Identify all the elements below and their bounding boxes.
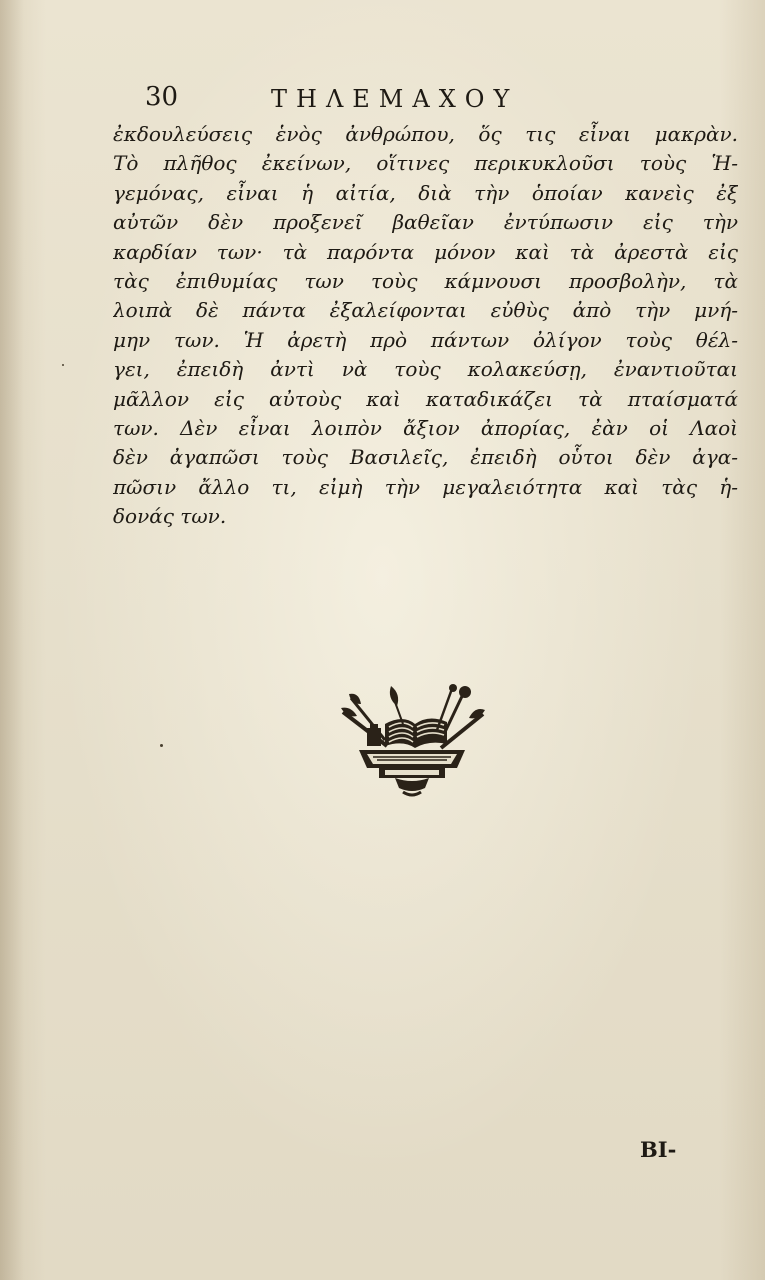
text-line: Τὸ πλῆθος ἐκείνων, οἵτινες περικυκλοῦσι τοὺς Ἡ-: [113, 151, 738, 176]
text-line: γει, ἐπειδὴ ἀντὶ νὰ τοὺς κολακεύσῃ, ἐναντιοῦται: [113, 357, 738, 382]
catchword: ΒΙ-: [640, 1137, 677, 1162]
ink-speck: [160, 744, 163, 747]
gutter-shadow: [0, 0, 24, 1280]
text-line: λοιπὰ δὲ πάντα ἐξαλείφονται εὐθὺς ἀπὸ τὴν μνή-: [113, 298, 738, 323]
text-line: αὐτῶν δὲν προξενεῖ βαθεῖαν ἐντύπωσιν εἰς τὴν: [113, 210, 738, 235]
text-line: πῶσιν ἄλλο τι, εἰμὴ τὴν μεγαλειότητα καὶ τὰς ἡ-: [113, 474, 738, 499]
running-title: ΤΗΛΕΜΑΧΟΥ: [271, 85, 519, 113]
ink-speck: [62, 364, 64, 366]
text-line: καρδίαν των· τὰ παρόντα μόνον καὶ τὰ ἀρεστὰ εἰς: [113, 239, 738, 264]
text-line: γεμόνας, εἶναι ἡ αἰτία, διὰ τὴν ὁποίαν κανεὶς ἐξ: [113, 180, 738, 205]
text-line: δονάς των.: [113, 504, 227, 529]
text-line: μην των. Ἡ ἀρετὴ πρὸ πάντων ὀλίγον τοὺς θέλ-: [113, 327, 738, 352]
text-line: ἐκδουλεύσεις ἑνὸς ἀνθρώπου, ὅς τις εἶναι μακρὰν.: [113, 122, 738, 146]
text-line: τὰς ἐπιθυμίας των τοὺς κάμνουσι προσβολὴν, τὰ: [113, 268, 738, 293]
page-header: [145, 82, 585, 116]
text-line: μᾶλλον εἰς αὐτοὺς καὶ καταδικάζει τὰ πταίσματά: [113, 386, 738, 411]
body-text: [113, 120, 738, 531]
page-number: 30: [145, 82, 179, 112]
printers-ornament-icon: [337, 684, 487, 804]
text-line: των. Δὲν εἶναι λοιπὸν ἄξιον ἀπορίας, ἐὰν οἱ Λαοὶ: [113, 415, 738, 440]
text-line: δὲν ἀγαπῶσι τοὺς Βασιλεῖς, ἐπειδὴ οὗτοι δὲν ἀγα-: [113, 445, 738, 470]
